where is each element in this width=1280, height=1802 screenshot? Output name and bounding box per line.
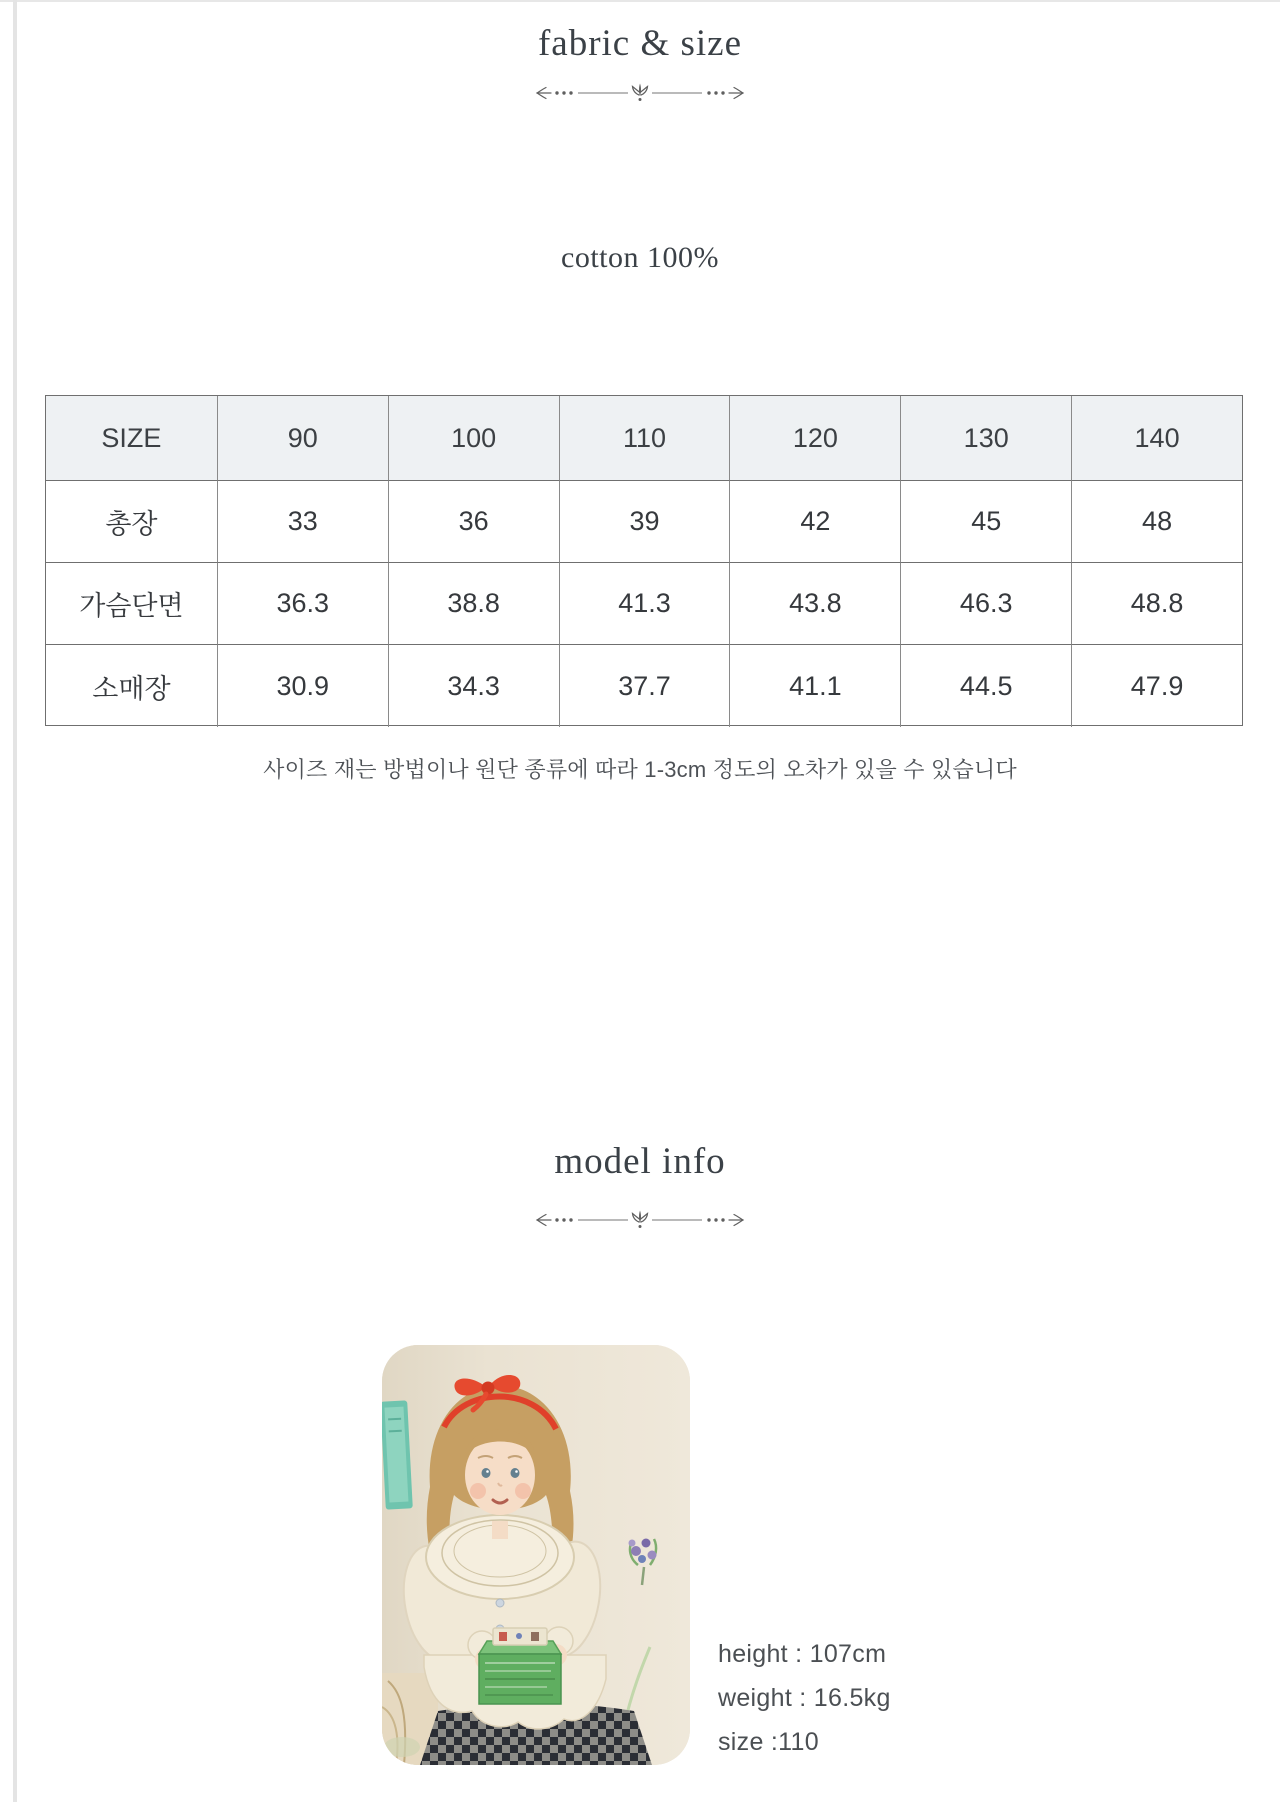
size-table-cell: 41.1 bbox=[729, 644, 900, 727]
size-table-header-cell: 130 bbox=[900, 396, 1071, 480]
size-table-cell: 30.9 bbox=[217, 644, 388, 727]
size-table-header-cell: 110 bbox=[559, 396, 730, 480]
size-table-row-label: 총장 bbox=[46, 480, 217, 562]
model-info-section-title: model info bbox=[554, 1141, 726, 1182]
top-divider-line bbox=[0, 0, 1280, 2]
size-table-cell: 36.3 bbox=[217, 562, 388, 644]
fabric-composition-text: cotton 100% bbox=[561, 241, 719, 274]
size-table-cell: 47.9 bbox=[1071, 644, 1242, 727]
size-tolerance-note: 사이즈 재는 방법이나 원단 종류에 따라 1-3cm 정도의 오차가 있을 수 있습니다 bbox=[263, 757, 1017, 782]
model-stats bbox=[718, 1632, 891, 1764]
size-table-header-cell: SIZE bbox=[46, 396, 217, 480]
fabric-size-section-title: fabric & size bbox=[537, 23, 743, 64]
size-table-cell: 41.3 bbox=[559, 562, 730, 644]
ornament-divider-icon bbox=[530, 1207, 750, 1238]
size-table-cell: 48 bbox=[1071, 480, 1242, 562]
size-table-cell: 38.8 bbox=[388, 562, 559, 644]
size-table-cell: 43.8 bbox=[729, 562, 900, 644]
size-table-header-cell: 140 bbox=[1071, 396, 1242, 480]
size-table-header-cell: 100 bbox=[388, 396, 559, 480]
size-table-header-cell: 120 bbox=[729, 396, 900, 480]
size-table-header-cell: 90 bbox=[217, 396, 388, 480]
model-weight-text: weight : 16.5kg bbox=[718, 1684, 891, 1712]
size-table-cell: 36 bbox=[388, 480, 559, 562]
size-table-row-label: 가슴단면 bbox=[46, 562, 217, 644]
size-table-cell: 44.5 bbox=[900, 644, 1071, 727]
size-table bbox=[45, 395, 1243, 726]
model-photo bbox=[382, 1345, 690, 1765]
size-table-cell: 42 bbox=[729, 480, 900, 562]
size-table-row-label: 소매장 bbox=[46, 644, 217, 727]
ornament-divider-icon bbox=[530, 80, 750, 111]
size-table-cell: 33 bbox=[217, 480, 388, 562]
size-table-cell: 48.8 bbox=[1071, 562, 1242, 644]
size-table-cell: 46.3 bbox=[900, 562, 1071, 644]
size-table-cell: 37.7 bbox=[559, 644, 730, 727]
size-table-cell: 34.3 bbox=[388, 644, 559, 727]
size-table-cell: 45 bbox=[900, 480, 1071, 562]
model-height-text: height : 107cm bbox=[718, 1640, 887, 1668]
model-size-text: size :110 bbox=[718, 1728, 819, 1756]
size-table-cell: 39 bbox=[559, 480, 730, 562]
